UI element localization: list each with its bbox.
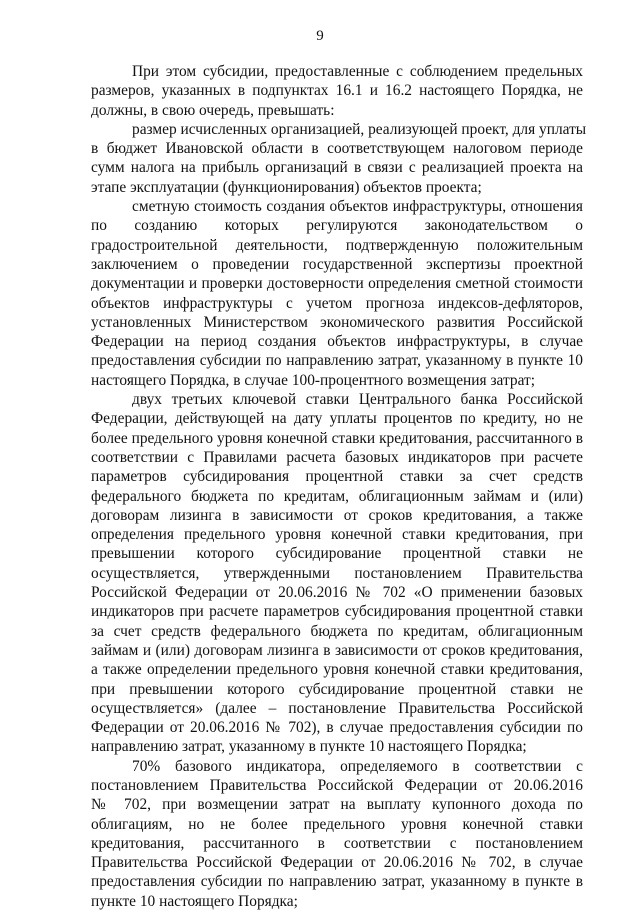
text-line: Федерации, действующей на дату уплаты процентов по кредиту, но не <box>91 410 583 428</box>
text-line: При этом субсидии, предоставленные с соблюдением предельных <box>132 63 583 80</box>
text-line: размеров, указанных в подпунктах 16.1 и 16.2 настоящего Порядка, не <box>91 82 583 100</box>
text-line: облигациям, но не более предельного уровня конечной ставки <box>91 815 583 833</box>
paragraph-2 <box>91 120 587 197</box>
text-line: документации и проверки достоверности определения сметной стоимости <box>91 275 583 293</box>
text-line: по созданию которых регулируются законодательством о <box>91 217 583 235</box>
text-line: этапе эксплуатации (функционирования) объектов проекта; <box>91 178 482 196</box>
text-line: размер исчисленных организацией, реализующей проект, для уплаты <box>132 120 587 138</box>
text-line: индикаторов при расчете параметров субсидирования процентной ставки <box>91 603 583 621</box>
text-line: осуществляется» (далее – постановление Правительства Российской <box>91 699 583 717</box>
text-line: осуществляется, утвержденными постановлением Правительства <box>91 564 583 582</box>
text-line: настоящего Порядка, в случае 100-процентного возмещения затрат; <box>91 371 536 389</box>
text-line: Правительства Российской Федерации от 20.06.2016 № 702, в случае <box>91 854 583 872</box>
text-line: определения предельного уровня конечной ставки кредитования, при <box>91 526 583 544</box>
text-line: заключением о проведении государственной экспертизы проектной <box>91 255 583 273</box>
text-line: более предельного уровня конечной ставки кредитования, рассчитанного в <box>91 429 583 447</box>
text-line: градостроительной деятельности, подтвержденную положительным <box>91 236 583 254</box>
text-line: Российской Федерации от 20.06.2016 № 702 «О применении базовых <box>91 584 583 602</box>
paragraph-4 <box>91 390 583 757</box>
text-line: № 702, при возмещении затрат на выплату купонного дохода по <box>91 796 583 814</box>
text-line: направлению затрат, указанному в пункте 10 настоящего Порядка; <box>91 738 527 756</box>
text-line: соответствии с Правилами расчета базовых индикаторов при расчете <box>91 448 583 466</box>
paragraph-3 <box>91 197 583 390</box>
page-number: 9 <box>316 28 324 44</box>
text-line: превышении которого субсидирование процентной ставки не <box>91 545 583 563</box>
text-line: а также определении предельного уровня конечной ставки кредитования, <box>91 661 583 679</box>
text-line: Федерации от 20.06.2016 № 702), в случае предоставления субсидии по <box>91 719 583 737</box>
text-line: объектов инфраструктуры с учетом прогноза индексов-дефляторов, <box>91 294 583 312</box>
text-line: предоставления субсидии по направлению затрат, указанному в пункте 10 <box>91 352 583 370</box>
text-line: двух третьих ключевой ставки Центрального банка Российской <box>132 391 583 409</box>
text-line: сметную стоимость создания объектов инфраструктуры, отношения <box>132 198 583 216</box>
text-line: федерального бюджета по кредитам, облигационным займам и (или) <box>91 487 583 505</box>
paragraph-5 <box>91 757 583 911</box>
text-line: займам и (или) договорам лизинга в зависимости от сроков кредитования, <box>91 641 583 659</box>
document-body <box>91 62 587 911</box>
text-line: в бюджет Ивановской области в соответствующем налоговом периоде <box>91 140 583 158</box>
text-line: Федерации на период создания объектов инфраструктуры, в случае <box>91 333 583 351</box>
text-line: договорам лизинга в зависимости от сроков кредитования, а также <box>91 506 583 524</box>
paragraph-1 <box>91 62 583 120</box>
text-line: параметров субсидирования процентной ставки за счет средств <box>91 468 583 486</box>
text-line: 70% базового индикатора, определяемого в соответствии с <box>132 757 583 775</box>
text-line: кредитования, рассчитанного в соответствии с постановлением <box>91 834 583 852</box>
text-line: сумм налога на прибыль организаций в связи с реализацией проекта на <box>91 159 583 177</box>
text-line: за счет средств федерального бюджета по кредитам, облигационным <box>91 622 583 640</box>
text-line: пункте 10 настоящего Порядка; <box>91 892 298 910</box>
text-line: должны, в свою очередь, превышать: <box>91 101 335 119</box>
text-line: постановлением Правительства Российской Федерации от 20.06.2016 <box>91 776 583 794</box>
text-line: при превышении которого субсидирование процентной ставки не <box>91 680 583 698</box>
text-line: установленных Министерством экономического развития Российской <box>91 313 583 331</box>
text-line: предоставления субсидии по направлению затрат, указанному в пункте в <box>91 873 583 891</box>
